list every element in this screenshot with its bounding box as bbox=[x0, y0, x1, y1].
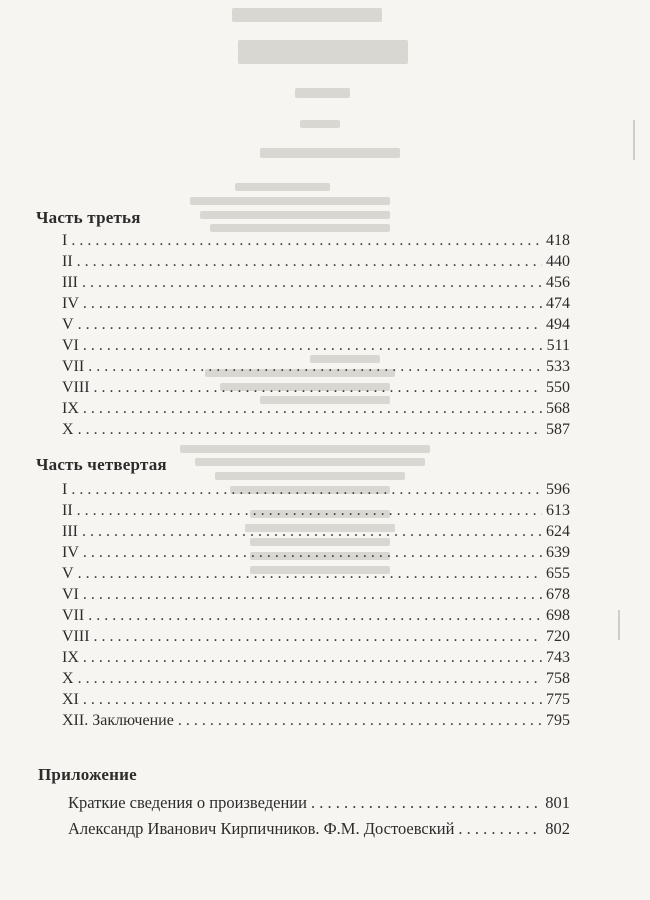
toc-entry-label: XI bbox=[62, 691, 79, 708]
toc-entry[interactable] bbox=[62, 501, 570, 521]
leader-dots bbox=[78, 669, 542, 689]
toc-entry-label: VIII bbox=[62, 628, 90, 645]
toc-entry-label: IX bbox=[62, 400, 79, 417]
toc-entry[interactable] bbox=[62, 543, 570, 563]
toc-entry-page: 494 bbox=[546, 316, 570, 333]
toc-entry[interactable] bbox=[62, 585, 570, 605]
toc-entry-page: 613 bbox=[546, 502, 570, 519]
toc-entry[interactable] bbox=[62, 648, 570, 668]
toc-entry-label: VI bbox=[62, 337, 79, 354]
toc-entry[interactable] bbox=[62, 669, 570, 689]
toc-entry-page: 655 bbox=[546, 565, 570, 582]
leader-dots bbox=[83, 294, 542, 314]
toc-entry-label: II bbox=[62, 253, 73, 270]
leader-dots bbox=[94, 627, 542, 647]
leader-dots bbox=[311, 793, 541, 813]
toc-entry[interactable] bbox=[62, 273, 570, 293]
leader-dots bbox=[77, 252, 542, 272]
toc-entry-page: 418 bbox=[546, 232, 570, 249]
section-title-appendix: Приложение bbox=[38, 765, 137, 784]
toc-entry-page: 720 bbox=[546, 628, 570, 645]
toc-entry-label: Краткие сведения о произведении bbox=[68, 793, 307, 812]
toc-entry-label: I bbox=[62, 481, 68, 498]
toc-entry-page: 474 bbox=[546, 295, 570, 312]
toc-entry-label: Александр Иванович Кирпичников. Ф.М. Достоевский bbox=[68, 819, 455, 838]
toc-entry-label: V bbox=[62, 316, 74, 333]
leader-dots bbox=[88, 357, 542, 377]
toc-entry-label: XII. Заключение bbox=[62, 712, 174, 729]
toc-entry-label: X bbox=[62, 670, 74, 687]
toc-entry-label: II bbox=[62, 502, 73, 519]
toc-entry[interactable] bbox=[62, 294, 570, 314]
toc-entry[interactable] bbox=[62, 231, 570, 251]
toc-entry-page: 440 bbox=[546, 253, 570, 270]
toc-entry[interactable] bbox=[62, 711, 570, 731]
toc-entry-label: IX bbox=[62, 649, 79, 666]
leader-dots bbox=[458, 819, 541, 839]
section-title-part-four: Часть четвертая bbox=[36, 455, 167, 474]
leader-dots bbox=[78, 315, 542, 335]
leader-dots bbox=[78, 420, 542, 440]
leader-dots bbox=[83, 585, 542, 605]
toc-entry[interactable] bbox=[62, 690, 570, 710]
toc-entry-page: 533 bbox=[546, 358, 570, 375]
toc-entry[interactable] bbox=[62, 315, 570, 335]
toc-entry-page: 596 bbox=[546, 481, 570, 498]
toc-entry-page: 511 bbox=[546, 337, 570, 354]
toc-entry-page: 758 bbox=[546, 670, 570, 687]
leader-dots bbox=[83, 336, 543, 356]
toc-entry[interactable] bbox=[62, 420, 570, 440]
toc-entry[interactable] bbox=[68, 793, 570, 813]
toc-entry-label: VI bbox=[62, 586, 79, 603]
toc-entry-page: 795 bbox=[546, 712, 570, 729]
toc-entry-page: 587 bbox=[546, 421, 570, 438]
leader-dots bbox=[82, 273, 542, 293]
toc-entry-label: III bbox=[62, 274, 78, 291]
toc-entry[interactable] bbox=[62, 606, 570, 626]
toc-entry-page: 698 bbox=[546, 607, 570, 624]
toc-entry[interactable] bbox=[62, 627, 570, 647]
toc-entry-label: IV bbox=[62, 544, 79, 561]
toc-entry-page: 743 bbox=[546, 649, 570, 666]
toc-entry[interactable] bbox=[62, 480, 570, 500]
toc-entry-label: X bbox=[62, 421, 74, 438]
leader-dots bbox=[88, 606, 542, 626]
toc-entry[interactable] bbox=[62, 399, 570, 419]
toc-entry-page: 550 bbox=[546, 379, 570, 396]
toc-entry-label: V bbox=[62, 565, 74, 582]
leader-dots bbox=[82, 522, 542, 542]
toc-entry-label: VIII bbox=[62, 379, 90, 396]
leader-dots bbox=[78, 564, 542, 584]
toc-entry[interactable] bbox=[62, 378, 570, 398]
leader-dots bbox=[71, 231, 542, 251]
toc-entry-page: 678 bbox=[546, 586, 570, 603]
toc-entry[interactable] bbox=[62, 522, 570, 542]
leader-dots bbox=[94, 378, 542, 398]
toc-entry-page: 775 bbox=[546, 691, 570, 708]
toc-entry-page: 639 bbox=[546, 544, 570, 561]
toc-entry-label: III bbox=[62, 523, 78, 540]
toc-entry[interactable] bbox=[62, 357, 570, 377]
toc-entry[interactable] bbox=[68, 819, 570, 839]
toc-entry-page: 624 bbox=[546, 523, 570, 540]
toc-entry-page: 456 bbox=[546, 274, 570, 291]
toc-entry-label: I bbox=[62, 232, 68, 249]
leader-dots bbox=[83, 648, 542, 668]
toc-entry-label: IV bbox=[62, 295, 79, 312]
leader-dots bbox=[77, 501, 542, 521]
toc-entry[interactable] bbox=[62, 252, 570, 272]
leader-dots bbox=[83, 399, 542, 419]
toc-entry[interactable] bbox=[62, 564, 570, 584]
section-title-part-three: Часть третья bbox=[36, 208, 141, 227]
toc-entry-label: VII bbox=[62, 607, 85, 624]
leader-dots bbox=[71, 480, 542, 500]
leader-dots bbox=[83, 543, 542, 563]
toc-entry-page: 801 bbox=[545, 793, 570, 812]
toc-entry-page: 802 bbox=[545, 819, 570, 838]
leader-dots bbox=[178, 711, 542, 731]
toc-entry-page: 568 bbox=[546, 400, 570, 417]
toc-entry-label: VII bbox=[62, 358, 85, 375]
leader-dots bbox=[83, 690, 542, 710]
toc-entry[interactable] bbox=[62, 336, 570, 356]
